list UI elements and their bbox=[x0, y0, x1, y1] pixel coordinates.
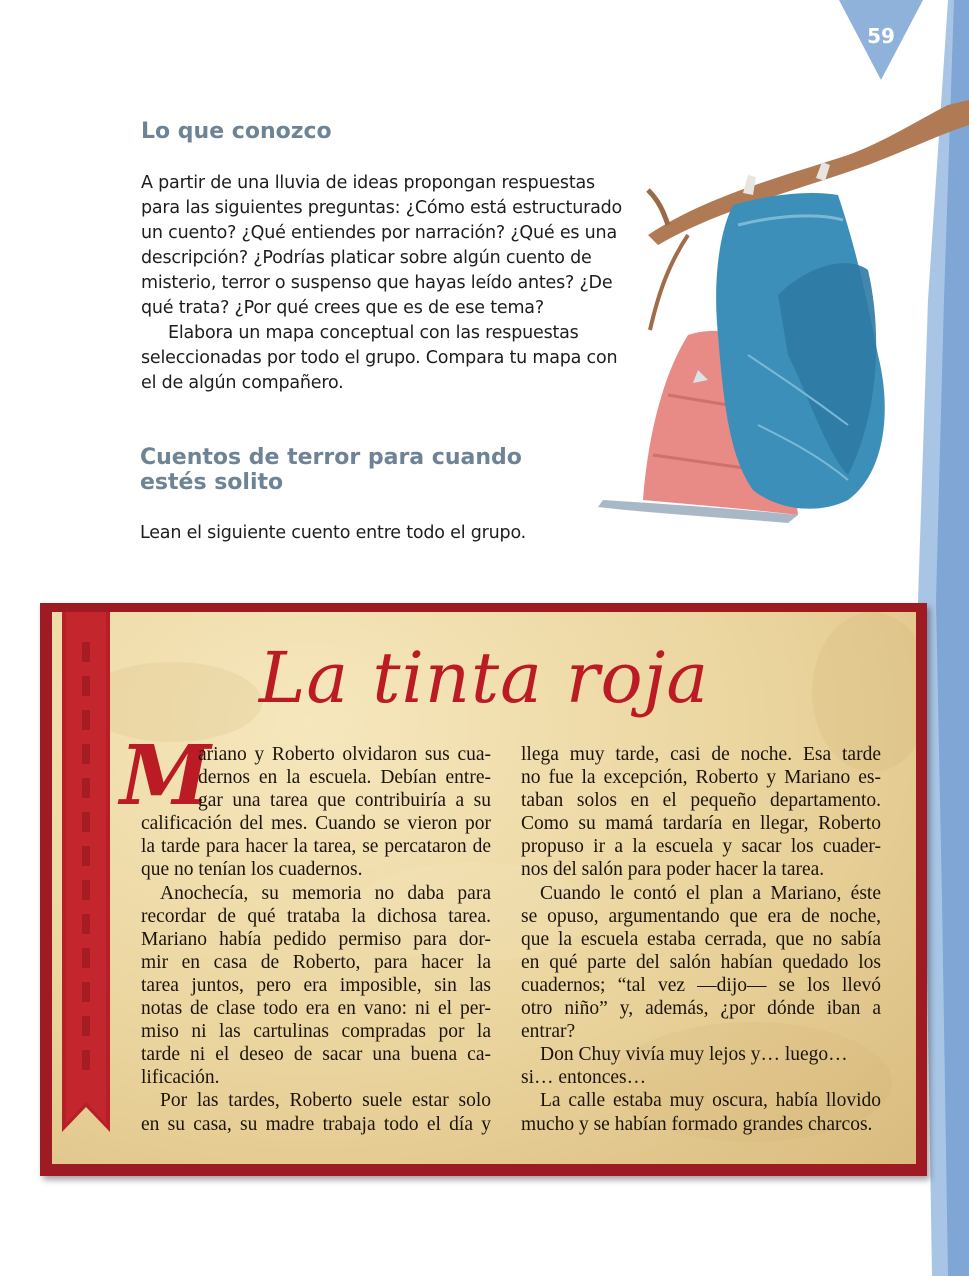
text-line: un cuento? ¿Qué entiendes por narración? ¿Qué es una bbox=[141, 223, 617, 243]
story-line: mir en casa de Roberto, para hacer la bbox=[141, 951, 491, 973]
story-line: calificación del mes. Cuando se vieron por bbox=[141, 813, 491, 835]
story-column-2 bbox=[521, 743, 881, 1136]
story-line: Como su mamá tardaría en llegar, Roberto bbox=[521, 813, 881, 835]
story-line: que la escuela estaba cerrada, que no sabía bbox=[521, 928, 881, 950]
text-line: misterio, terror o suspenso que hayas leído antes? ¿De bbox=[141, 273, 613, 293]
story-line: Mariano había pedido permiso para dor- bbox=[141, 928, 491, 950]
story-line: recordar de qué trataba la dichosa tarea. bbox=[141, 905, 491, 927]
story-line: propuso ir a la escuela y sacar los cuader- bbox=[521, 836, 881, 858]
story-line: Anochecía, su memoria no daba para bbox=[160, 882, 491, 904]
story-line: miso ni las cartulinas compradas por la bbox=[141, 1021, 491, 1043]
text-line: seleccionadas por todo el grupo. Compara tu mapa con bbox=[141, 348, 618, 368]
text-line: descripción? ¿Podrías platicar sobre algún cuento de bbox=[141, 248, 592, 268]
story-line: que no tenían los cuadernos. bbox=[141, 859, 363, 881]
section-heading-lo-que-conozco: Lo que conozco bbox=[141, 119, 332, 144]
story-line: entrar? bbox=[521, 1021, 576, 1043]
story-line: tarde ni el deseo de sacar una buena ca- bbox=[141, 1044, 491, 1066]
story-line: en qué parte del salón habían quedado los bbox=[521, 951, 881, 973]
story-line: la tarde para hacer la tarea, se percataron de bbox=[141, 836, 491, 858]
story-line: llega muy tarde, casi de noche. Esa tarde bbox=[521, 744, 881, 765]
section-heading-cuentos-de-terror: Cuentos de terror para cuando estés solito bbox=[140, 445, 522, 495]
story-line: en su casa, su madre trabaja todo el día y bbox=[141, 1113, 491, 1135]
text-line: el de algún compañero. bbox=[141, 373, 344, 393]
story-line: lificación. bbox=[141, 1067, 220, 1089]
story-line: si… entonces… bbox=[521, 1067, 647, 1089]
bat-illustration bbox=[548, 95, 969, 535]
reading-instruction: Lean el siguiente cuento entre todo el grupo. bbox=[140, 523, 527, 543]
story-line: otro niño” y, además, ¿por dónde iban a bbox=[521, 998, 881, 1020]
story-line: dernos en la escuela. Debían entre- bbox=[198, 767, 491, 789]
story-column-1 bbox=[141, 743, 491, 1136]
story-line: nos del salón para poder hacer la tarea. bbox=[521, 859, 825, 881]
story-title: La tinta roja bbox=[258, 637, 710, 719]
story-line: gar una tarea que contribuiría a su bbox=[198, 790, 491, 812]
story-line: Don Chuy vivía muy lejos y… luego… bbox=[540, 1044, 848, 1066]
story-line: cuadernos; “tal vez —dijo— se los llevó bbox=[521, 974, 881, 996]
text-line: qué trata? ¿Por qué crees que es de ese tema? bbox=[141, 298, 544, 318]
story-line: no fue la excepción, Roberto y Mariano es- bbox=[521, 767, 881, 789]
text-line: para las siguientes preguntas: ¿Cómo está estructurado bbox=[141, 198, 623, 218]
story-line: tarea juntos, pero era imposible, sin las bbox=[141, 974, 491, 996]
story-line: ariano y Roberto olvidaron sus cua- bbox=[198, 744, 491, 765]
story-line: taban solos en el pequeño departamento. bbox=[521, 790, 881, 812]
text-line: A partir de una lluvia de ideas propongan respuestas bbox=[141, 173, 595, 193]
story-line: Cuando le contó el plan a Mariano, éste bbox=[540, 882, 881, 904]
story-line: se opuso, argumentando que era de noche, bbox=[521, 905, 881, 927]
story-line: Por las tardes, Roberto suele estar solo bbox=[160, 1090, 491, 1112]
story-line: notas de clase todo era en vano: ni el per- bbox=[141, 998, 491, 1020]
page-number: 59 bbox=[867, 24, 895, 48]
text-line: Elabora un mapa conceptual con las respuestas bbox=[168, 323, 579, 343]
story-line: mucho y se habían formado grandes charcos. bbox=[521, 1113, 873, 1135]
story-line: La calle estaba muy oscura, había llovido bbox=[540, 1090, 881, 1112]
drop-cap: M bbox=[120, 728, 211, 824]
